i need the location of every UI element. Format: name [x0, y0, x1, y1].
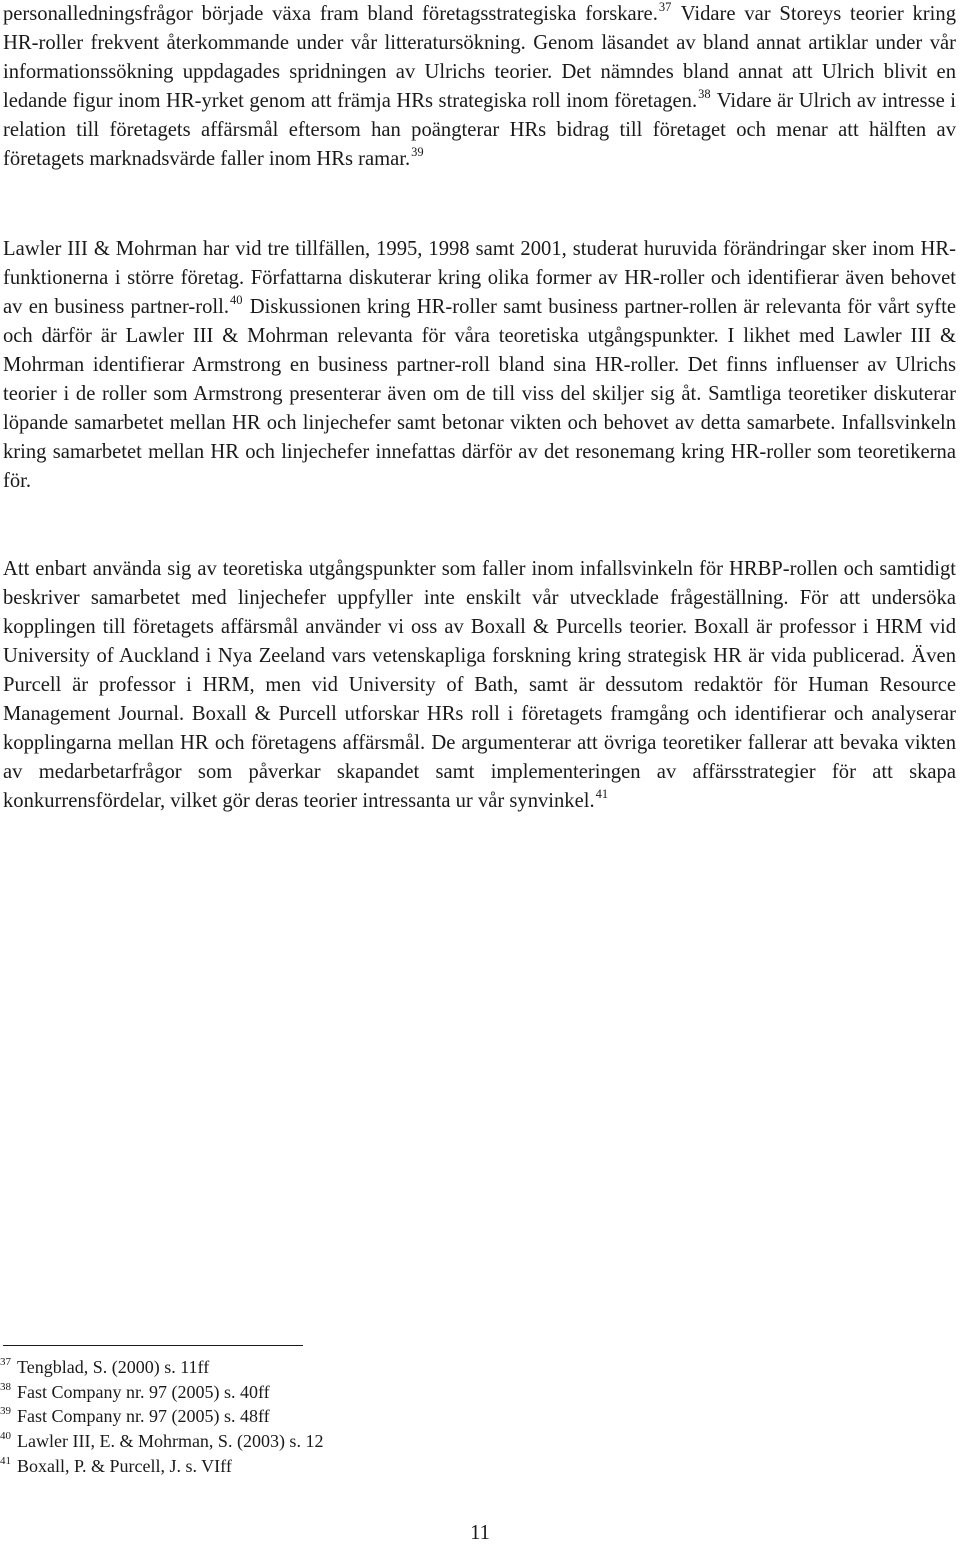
paragraph-text: Att enbart använda sig av teoretiska utgångspunkter som faller inom infallsvinkeln för HRBP-rollen och samtidigt beskriver samarbetet med linjechefer uppfyller inte enskilt vår utvecklade frågeställning. För att undersöka kopplingen till företagets affärsmål använder vi oss av Boxall & Purcells teorier. Boxall är professor i HRM vid University of Auckland i Nya Zeeland vars vetenskapliga forskning kring strategisk HR är vida publicerad. Även Purcell är professor i HRM, men vid University of Bath, samt är dessutom redaktör för Human Resource Management Journal. Boxall & Purcell utforskar HRs roll i företagets framgång och identifierar och analyserar kopplingarna mellan HR och företagens affärsmål. De argumenterar att övriga teoretiker fallerar att bevaka vikten av medarbetarfrågor som påverkar skapandet samt implementeringen av affärsstrategier för att skapa konkurrensfördelar, vilket gör deras teorier intressanta ur vår synvinkel.	[3, 558, 956, 812]
paragraph-text: Vidare är Ulrich av intresse i relation till företagets affärsmål eftersom han poängterar HRs bidrag till företaget och menar att hälften av företagets marknadsvärde faller inom HRs ramar.	[3, 90, 956, 170]
footnote-reference: 39	[411, 145, 424, 159]
footnote-item	[0, 1429, 600, 1454]
footnote-item	[0, 1355, 600, 1380]
footnote-number: 40	[0, 1430, 11, 1443]
footnote-number: 38	[0, 1380, 11, 1393]
footnote-reference: 38	[698, 87, 711, 101]
footnote-number: 41	[0, 1454, 11, 1467]
footnote-number: 39	[0, 1405, 11, 1418]
body-paragraph-2	[3, 235, 956, 496]
body-paragraph-3	[3, 555, 956, 816]
footnote-text: Lawler III, E. & Mohrman, S. (2003) s. 12	[17, 1431, 324, 1452]
footnote-item	[0, 1404, 600, 1429]
paragraph-text: Vidare var Storeys teorier kring HR-roller frekvent återkommande under vår litteratursökning. Genom läsandet av bland annat artiklar under vår informationssökning uppdagades spridningen av Ulrichs teorier. Det nämndes bland annat att Ulrich blivit en ledande figur inom HR-yrket genom att främja HRs strategiska roll inom företagen.	[3, 3, 956, 112]
paragraph-text: Lawler III & Mohrman har vid tre tillfällen, 1995, 1998 samt 2001, studerat huruvida förändringar sker inom HR-funktionerna i större företag. Författarna diskuterar kring olika former av HR-roller och identifierar även behovet av en business partner-roll.	[3, 238, 956, 318]
page-number: 11	[470, 1522, 490, 1544]
footnote-text: Tengblad, S. (2000) s. 11ff	[17, 1357, 210, 1377]
footnote-reference: 37	[658, 0, 672, 14]
footnote-text: Boxall, P. & Purcell, J. s. VIff	[17, 1455, 232, 1476]
footnote-separator	[3, 1345, 303, 1346]
footnote-item	[0, 1454, 600, 1479]
footnote-item	[0, 1380, 600, 1405]
footnotes-list	[0, 1355, 600, 1479]
footnote-text: Fast Company nr. 97 (2005) s. 48ff	[17, 1406, 270, 1427]
paragraph-text: personalledningsfrågor började växa fram bland företagsstrategiska forskare.	[3, 3, 658, 25]
footnote-reference: 40	[230, 293, 243, 307]
paragraph-text: Diskussionen kring HR-roller samt business partner-rollen är relevanta för vårt syfte och därför är Lawler III & Mohrman relevanta för våra teoretiska utgångspunkter. I likhet med Lawler III & Mohrman identifierar Armstrong en business partner-roll bland sina HR-roller. Det finns influenser av Ulrichs teorier i de roller som Armstrong presenterar även om de till viss del skiljer sig åt. Samtliga teoretiker diskuterar löpande samarbetet mellan HR och linjechefer samt betonar vikten och behovet av detta samarbete. Infallsvinkeln kring samarbetet mellan HR och linjechefer innefattas därför av det resonemang kring HR-roller som teoretikerna för.	[3, 296, 956, 492]
footnote-reference: 41	[595, 787, 609, 801]
footnote-text: Fast Company nr. 97 (2005) s. 40ff	[17, 1381, 270, 1402]
body-paragraph-1	[3, 0, 956, 174]
footnote-number: 37	[0, 1356, 11, 1368]
